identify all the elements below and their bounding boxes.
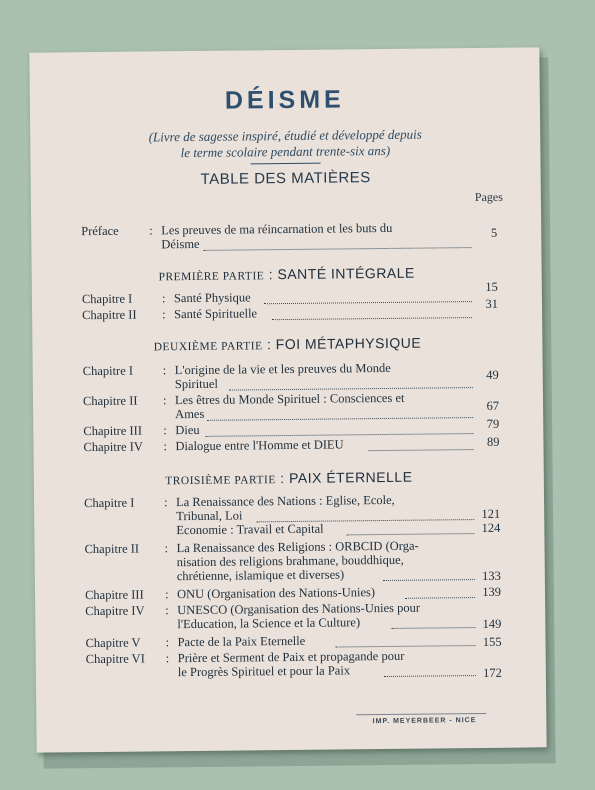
colon: : — [149, 223, 153, 238]
chapter-page: 172 — [483, 665, 502, 680]
printer-imprint: IMP. MEYERBEER - NICE — [372, 717, 477, 726]
part-1-heading: PREMIÈRE PARTIE : SANTÉ INTÉGRALE — [158, 264, 415, 284]
colon: : — [163, 495, 168, 510]
colon: : — [161, 291, 166, 306]
colon: : — [162, 307, 166, 322]
dot-leader — [405, 587, 475, 599]
chapter-title: ONU (Organisation des Nations-Unies) — [176, 585, 376, 602]
subtitle-line-1: (Livre de sagesse inspiré, étudié et développé depuis — [148, 126, 422, 145]
chapter-label: Chapitre I — [82, 363, 134, 379]
colon: : — [165, 651, 170, 666]
preface-label: Préface — [81, 223, 119, 239]
chapter-subtitle: Economie : Travail et Capital — [176, 521, 324, 538]
chapter-label: Chapitre III — [84, 587, 144, 603]
chapter-title: L'origine de la vie et les preuves du Monde — [174, 360, 391, 378]
dot-leader — [335, 635, 475, 647]
chapter-label: Chapitre II — [82, 393, 138, 409]
preface-page: 5 — [490, 225, 498, 240]
colon: : — [165, 603, 169, 618]
book-back-cover — [29, 47, 546, 752]
colon: : — [163, 439, 168, 454]
chapter-title-cont: le Progrès Spirituel et pour la Paix — [177, 663, 351, 680]
chapter-page: 121 — [481, 506, 501, 521]
book-subtitle — [30, 125, 540, 162]
subtitle-line-2: le terme scolaire pendant trente-six ans) — [180, 142, 391, 161]
chapter-label: Chapitre II — [82, 307, 137, 323]
dot-leader — [264, 291, 472, 304]
chapter-title: Santé Spirituelle — [174, 306, 258, 322]
chapter-label: Chapitre V — [85, 635, 141, 651]
dot-leader — [203, 237, 471, 251]
chapter-page: 31 — [485, 296, 499, 311]
dot-leader — [384, 665, 476, 677]
chapter-title-cont: l'Education, la Science et la Culture) — [177, 615, 361, 632]
chapter-title-cont: nisation des religions brahmane, bouddhique, — [176, 552, 404, 570]
part-3-prefix: TROISIÈME PARTIE — [165, 474, 276, 488]
chapter-label: Chapitre III — [83, 423, 143, 439]
dot-leader — [229, 377, 473, 391]
chapter-title-cont: Tribunal, Loi — [176, 508, 243, 524]
colon: : — [164, 541, 169, 556]
chapter-title-cont: Spirituel — [174, 376, 218, 392]
chapter-title-cont: Ames — [175, 406, 205, 422]
chapter-page: 133 — [482, 568, 501, 583]
chapter-title-cont: chrétienne, islamique et diverses) — [176, 567, 345, 584]
chapter-label: Chapitre I — [83, 495, 135, 511]
dot-leader — [391, 617, 475, 629]
printer-divider — [356, 713, 486, 715]
chapter-title: Prière et Serment de Paix et propagande pour — [177, 648, 405, 666]
part-1-prefix: PREMIÈRE PARTIE — [158, 270, 265, 284]
chapter-page: 67 — [486, 398, 500, 413]
pages-column-label: Pages — [474, 189, 503, 205]
chapter-page: 49 — [486, 367, 499, 382]
part-1-name: SANTÉ INTÉGRALE — [277, 264, 415, 283]
chapter-page-2: 124 — [481, 520, 501, 535]
chapter-title: Dieu — [175, 422, 200, 438]
book-title: DÉISME — [224, 85, 345, 115]
dot-leader — [272, 307, 472, 320]
chapter-label: Chapitre II — [84, 541, 140, 557]
dot-leader — [256, 509, 474, 522]
dot-leader — [205, 423, 473, 437]
part-3-name: PAIX ÉTERNELLE — [288, 468, 413, 486]
toc-heading: TABLE DES MATIÈRES — [200, 169, 371, 188]
chapter-label: Chapitre IV — [85, 603, 145, 619]
dot-leader — [346, 523, 474, 535]
dot-leader — [368, 439, 473, 451]
chapter-page: 139 — [482, 584, 502, 599]
colon: : — [162, 363, 167, 378]
chapter-title: La Renaissance des Religions : ORBCID (Orga- — [176, 538, 419, 556]
chapter-page: 79 — [486, 416, 500, 431]
chapter-page: 89 — [486, 434, 500, 449]
colon: : — [164, 587, 169, 602]
chapter-title: Dialogue entre l'Homme et DIEU — [175, 437, 344, 454]
preface-line-1: Les preuves de ma réincarnation et les buts du — [161, 220, 393, 238]
part-2-prefix: DEUXIÈME PARTIE — [153, 340, 263, 354]
chapter-title: UNESCO (Organisation des Nations-Unies pour — [177, 600, 421, 618]
colon: : — [163, 423, 167, 438]
chapter-label: Chapitre VI — [85, 651, 145, 667]
chapter-title: La Renaissance des Nations : Eglise, Ecole, — [175, 492, 395, 510]
dot-leader — [383, 569, 475, 581]
colon: : — [165, 635, 170, 650]
chapter-label: Chapitre I — [81, 291, 133, 307]
dot-leader — [207, 407, 473, 421]
chapter-label: Chapitre IV — [83, 439, 143, 455]
chapter-page: 15 — [485, 279, 498, 294]
chapter-title: Santé Physique — [173, 290, 251, 306]
colon: : — [162, 393, 167, 408]
title-divider — [251, 163, 321, 165]
part-2-name: FOI MÉTAPHYSIQUE — [275, 334, 422, 353]
chapter-page: 149 — [482, 616, 502, 631]
part-2-heading: DEUXIÈME PARTIE : FOI MÉTAPHYSIQUE — [153, 334, 422, 354]
chapter-title: Pacte de la Paix Eternelle — [177, 633, 306, 650]
preface-line-2: Déisme — [161, 236, 200, 252]
chapter-title: Les êtres du Monde Spirituel : Consciences et — [174, 390, 405, 408]
part-3-heading: TROISIÈME PARTIE : PAIX ÉTERNELLE — [165, 468, 413, 488]
chapter-page: 155 — [482, 634, 502, 649]
